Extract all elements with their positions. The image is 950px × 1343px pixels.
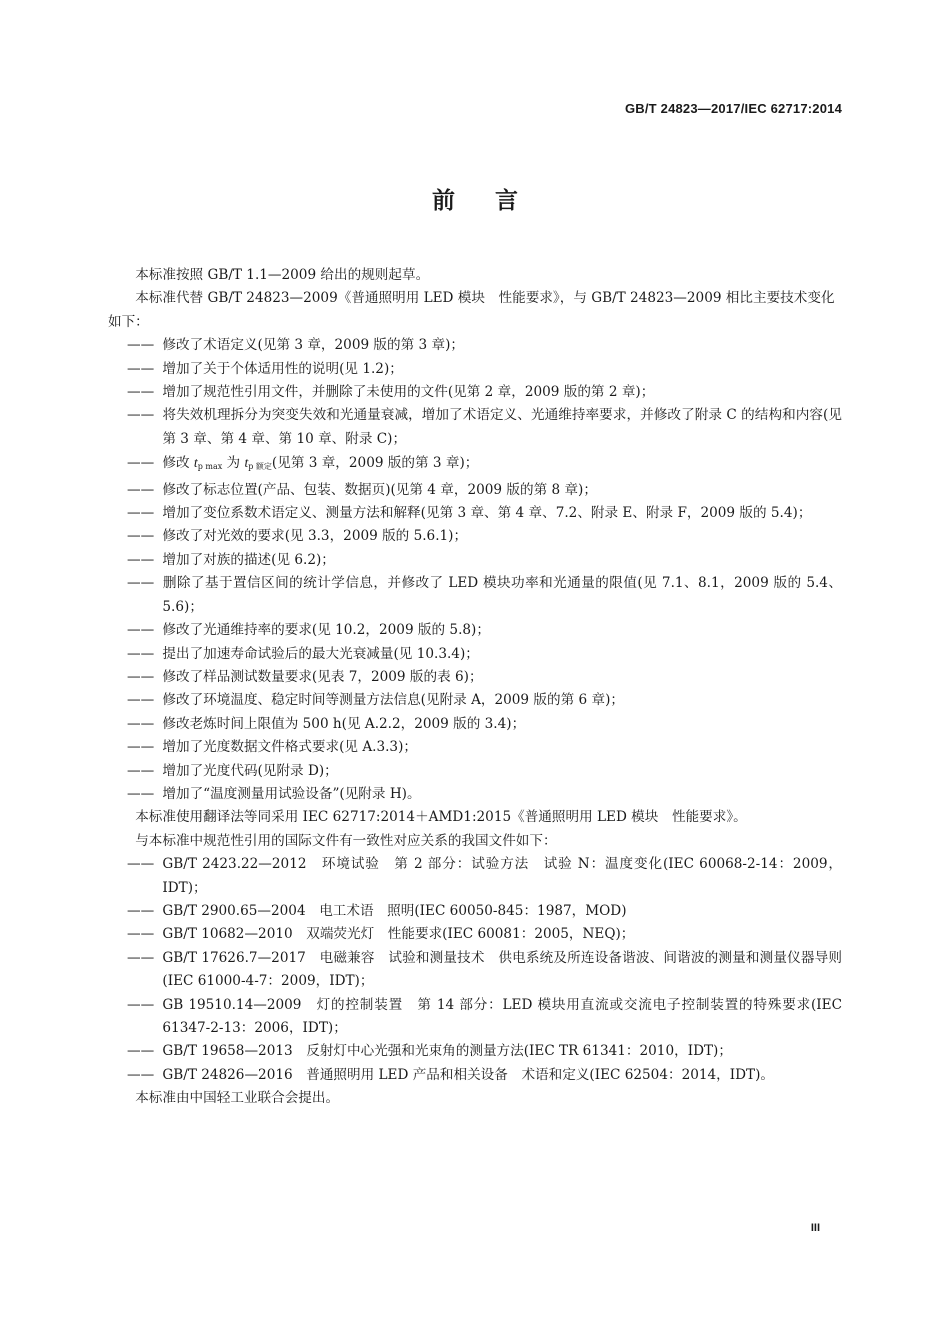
reference-item: —— GB/T 17626.7—2017 电磁兼容 试验和测量技术 供电系统及所连设备谐波、间谐波的测量和测量仪器导则(IEC 61000-4-7：2009，IDT)； bbox=[127, 949, 842, 990]
list-item: —— 修改了标志位置(产品、包装、数据页)(见第 4 章，2009 版的第 8 章)； bbox=[127, 481, 597, 498]
list-item: —— 修改了对光效的要求(见 3.3，2009 版的 5.6.1)； bbox=[127, 528, 468, 545]
adoption-paragraph: 与本标准中规范性引用的国际文件有一致性对应关系的我国文件如下： bbox=[135, 832, 557, 849]
reference-item: —— GB 19510.14—2009 灯的控制装置 第 14 部分：LED 模块用直流或交流电子控制装置的特殊要求(IEC 61347-2-13：2006，IDT)； bbox=[127, 996, 842, 1036]
intro-paragraph: 本标准代替 GB/T 24823—2009《普通照明用 LED 模块 性能要求》，与 GB/T 24823—2009 相比主要技术变化如下： bbox=[108, 290, 835, 330]
page-title: 前言 bbox=[432, 188, 558, 214]
list-item: —— 修改了环境温度、稳定时间等测量方法信息(见附录 A，2009 版的第 6 章)； bbox=[127, 692, 624, 709]
list-item: —— 增加了光度代码(见附录 D)； bbox=[127, 762, 338, 779]
reference-item: —— GB/T 10682—2010 双端荧光灯 性能要求(IEC 60081：2005，NEQ)； bbox=[127, 926, 635, 943]
reference-item: —— GB/T 2423.22—2012 环境试验 第 2 部分：试验方法 试验 N：温度变化(IEC 60068-2-14：2009，IDT)； bbox=[127, 856, 842, 896]
document-body bbox=[108, 264, 842, 1111]
list-item: —— 增加了变位系数术语定义、测量方法和解释(见第 3 章、第 4 章、7.2、附录 E、附录 F，2009 版的 5.4)； bbox=[127, 505, 812, 522]
references-list bbox=[108, 853, 842, 1087]
list-item: —— 增加了“温度测量用试验设备”(见附录 H)。 bbox=[127, 785, 421, 802]
list-item: —— 修改老炼时间上限值为 500 h(见 A.2.2，2009 版的 3.4)； bbox=[127, 715, 526, 732]
list-item: —— 增加了光度数据文件格式要求(见 A.3.3)； bbox=[127, 739, 417, 756]
list-item: —— 删除了基于置信区间的统计学信息，并修改了 LED 模块功率和光通量的限值(见 7.1、8.1，2009 版的 5.4、5.6)； bbox=[127, 575, 842, 615]
reference-item: —— GB/T 24826—2016 普通照明用 LED 产品和相关设备 术语和定义(IEC 62504：2014，IDT)。 bbox=[127, 1066, 774, 1083]
list-item-tp-change: —— 修改 $t_{p max}$ 为 $t_{p 额定}$(见第 3 章，2009 版的第 3 章)； bbox=[127, 455, 479, 472]
list-item: —— 修改了光通维持率的要求(见 10.2，2009 版的 5.8)； bbox=[127, 622, 490, 639]
closing-paragraph: 本标准由中国轻工业联合会提出。 bbox=[135, 1090, 340, 1107]
page-number: III bbox=[810, 1222, 820, 1234]
list-item: —— 提出了加速寿命试验后的最大光衰减量(见 10.3.4)； bbox=[127, 645, 479, 662]
changes-list bbox=[108, 334, 842, 806]
list-item: —— 将失效机理拆分为突变失效和光通量衰减，增加了术语定义、光通维持率要求，并修改了附录 C 的结构和内容(见第 3 章、第 4 章、第 10 章、附录 C)； bbox=[127, 407, 842, 447]
list-item: —— 修改了术语定义(见第 3 章，2009 版的第 3 章)； bbox=[127, 337, 464, 354]
reference-item: —— GB/T 2900.65—2004 电工术语 照明(IEC 60050-845：1987，MOD) bbox=[127, 902, 627, 919]
intro-paragraph: 本标准按照 GB/T 1.1—2009 给出的规则起草。 bbox=[135, 267, 430, 283]
list-item: —— 增加了关于个体适用性的说明(见 1.2)； bbox=[127, 360, 403, 377]
adoption-paragraph: 本标准使用翻译法等同采用 IEC 62717:2014＋AMD1:2015《普通照明用 LED 模块 性能要求》。 bbox=[135, 809, 747, 826]
list-item: —— 增加了规范性引用文件，并删除了未使用的文件(见第 2 章，2009 版的第 2 章)； bbox=[127, 384, 655, 401]
list-item: —— 增加了对族的描述(见 6.2)； bbox=[127, 551, 335, 568]
reference-item: —— GB/T 19658—2013 反射灯中心光强和光束角的测量方法(IEC TR 61341：2010，IDT)； bbox=[127, 1043, 732, 1060]
list-item: —— 修改了样品测试数量要求(见表 7，2009 版的表 6)； bbox=[127, 668, 483, 685]
standard-code-header: GB/T 24823—2017/IEC 62717:2014 bbox=[624, 101, 842, 116]
